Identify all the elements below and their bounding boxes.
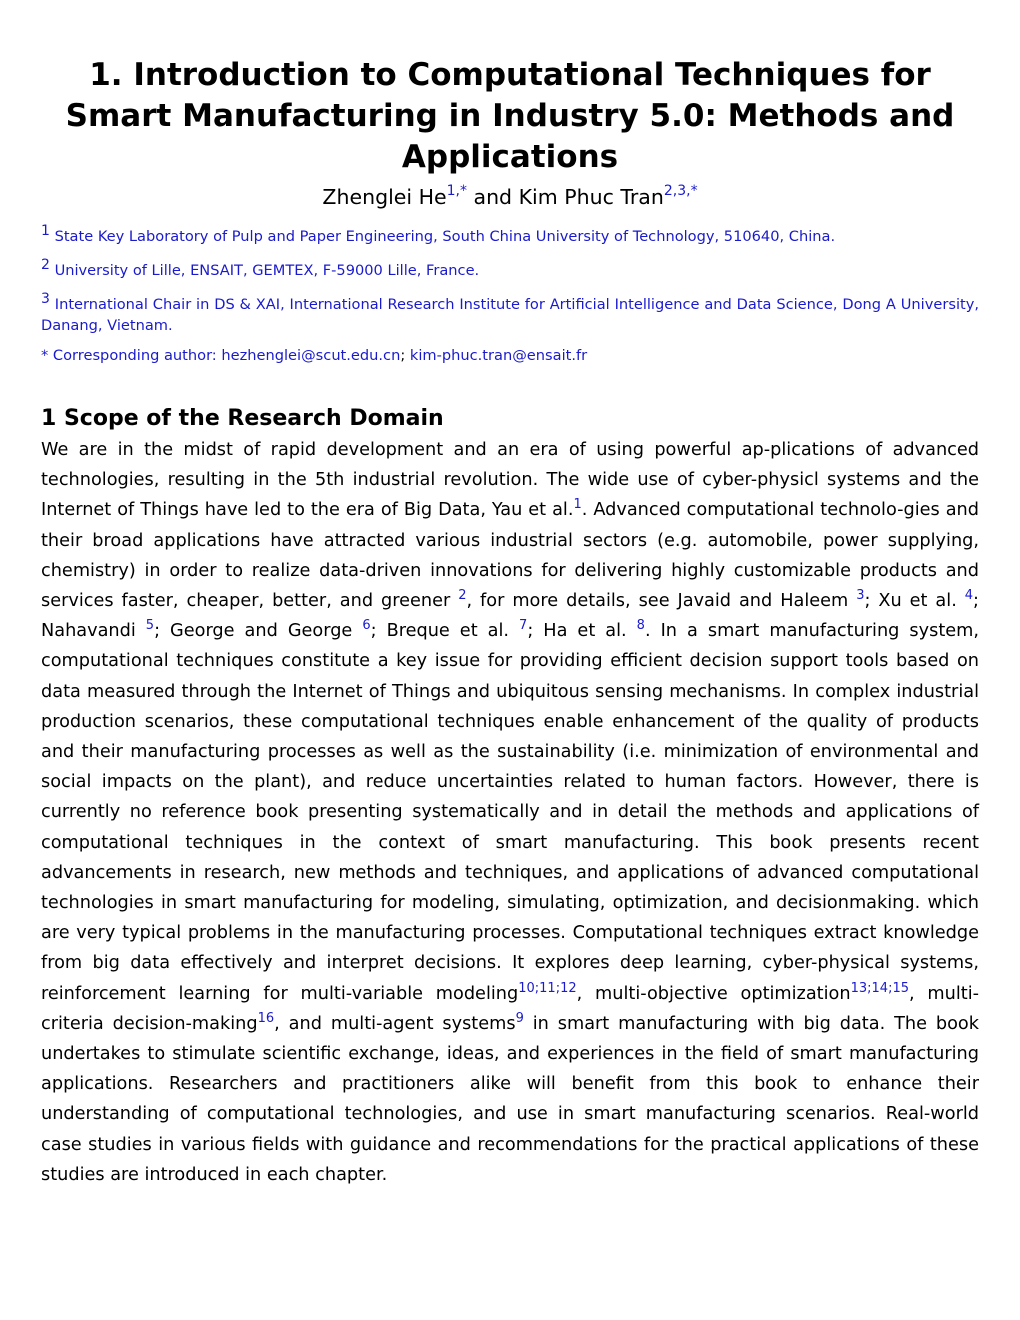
affiliation-1 <box>41 223 979 247</box>
citation-link[interactable]: 12 <box>560 980 577 996</box>
text-run: , and multi-agent systems <box>274 1013 516 1034</box>
section-paragraph <box>41 435 979 1190</box>
email-link[interactable]: kim-phuc.tran@ensait.fr <box>409 347 588 364</box>
citation-link[interactable]: 4 <box>964 588 974 604</box>
text-run: ; Ha et al. <box>527 621 637 642</box>
author-name: Zhenglei He <box>322 185 447 209</box>
text-run: , for more details, see Javaid and Haleem <box>466 591 857 612</box>
text-run: ; Xu et al. <box>864 591 965 612</box>
text-run: ; George and George <box>154 621 363 642</box>
citation-link[interactable]: 15 <box>892 980 909 996</box>
citation-link[interactable]: 16 <box>257 1010 275 1026</box>
affiliation-number: 1 <box>41 223 50 239</box>
text-run: . In a smart manufacturing system, computational techniques constitute a key issue for providing efficient decision support tools based on data measured through the Internet of Things and ubiquitous sensing mechanisms. In complex industrial production scenarios, these computational techniques enable enhancement of the quality of products and their manufacturing processes as well as the sustainability (i.e. minimization of environmental and social impacts on the plant), and reduce uncertainties related to human factors. However, there is currently no reference book presenting systematically and in detail the methods and applications of computational techniques in the context of smart manufacturing. This book presents recent advancements in research, new methods and techniques, and applications of advanced computational technologies in smart manufacturing for modeling, simulating, optimization, and decisionmaking. which are very typical problems in the manufacturing processes. Computational techniques extract knowledge from big data effectively and interpret decisions. It explores deep learning, cyber-physical systems, reinforcement learning for multi-variable modeling <box>41 621 979 1004</box>
citation-link[interactable]: 8 <box>636 618 645 634</box>
corresponding-author <box>41 345 979 366</box>
citation-link[interactable]: 10 <box>518 980 535 996</box>
text-run: , multi-objective optimization <box>576 983 851 1004</box>
citation-link[interactable]: 9 <box>515 1010 524 1026</box>
paper-page <box>41 55 979 1190</box>
citation-link[interactable]: 3 <box>856 588 865 604</box>
corresponding-label: * Corresponding author: <box>41 347 222 364</box>
email-link[interactable]: hezhenglei@scut.edu.cn <box>221 347 401 364</box>
author-name: Kim Phuc Tran <box>518 185 664 209</box>
citation-link[interactable]: 2 <box>458 588 467 604</box>
text-run: ; Breque et al. <box>370 621 520 642</box>
author-conjunction: and <box>466 185 519 209</box>
affiliation-number: 2 <box>41 257 50 273</box>
author-affiliation-mark[interactable]: 1,* <box>446 183 467 199</box>
author-line <box>41 182 979 212</box>
text-run: , multi-criteria decision-making <box>41 983 979 1034</box>
citation-link[interactable]: 13 <box>850 980 868 996</box>
affiliation-text: University of Lille, ENSAIT, GEMTEX, F-59000 Lille, France. <box>54 262 480 279</box>
citation-link[interactable]: 7 <box>519 618 528 634</box>
citation-link[interactable]: 1 <box>573 497 582 513</box>
affiliation-number: 3 <box>41 291 50 307</box>
text-run: . Advanced computational technolo-gies and their broad applications have attracted various industrial sectors (e.g. automobile, power supplying, chemistry) in order to realize data-driven innovations for delivering highly customizable products and services faster, cheaper, better, and greener <box>41 500 979 612</box>
citation-link[interactable]: 14 <box>871 980 889 996</box>
citation-link[interactable]: 5 <box>145 618 155 634</box>
text-run: in smart manufacturing with big data. The book undertakes to stimulate scientific exchange, ideas, and experiences in the field of smart manufacturing applications. Researchers and practitioners alike will benefit from this book to enhance their understanding of computational technologies, and use in smart manufacturing scenarios. Real-world case studies in various fields with guidance and recommendations for the practical applications of these studies are introduced in each chapter. <box>41 1013 979 1185</box>
text-run: We are in the midst of rapid development and an era of using powerful ap-plications of advanced technologies, resulting in the 5th industrial revolution. The wide use of cyber-physicl systems and the Internet of Things have led to the era of Big Data, Yau et al. <box>41 440 979 521</box>
section-heading: 1 Scope of the Research Domain <box>41 406 444 431</box>
text-run: ; Nahavandi <box>41 591 980 642</box>
citation-separator: ; <box>555 980 561 996</box>
citation-separator: ; <box>534 980 540 996</box>
citation-link[interactable]: 11 <box>539 980 556 996</box>
affiliation-text: State Key Laboratory of Pulp and Paper Engineering, South China University of Technology, 510640, China. <box>54 228 836 245</box>
affiliation-text: International Chair in DS & XAI, International Research Institute for Artificial Intelligence and Data Science, Dong A University, Danang, Vietnam. <box>41 296 979 334</box>
paper-title: 1. Introduction to Computational Techniques for Smart Manufacturing in Industry 5.0: Methods and Applications <box>65 57 955 175</box>
affiliation-3 <box>41 291 979 336</box>
citation-separator: ; <box>867 980 872 996</box>
citation-link[interactable]: 6 <box>362 618 371 634</box>
affiliation-2 <box>41 257 979 281</box>
email-separator: ; <box>400 347 410 364</box>
citation-separator: ; <box>888 980 893 996</box>
author-affiliation-mark[interactable]: 2,3,* <box>663 183 698 199</box>
